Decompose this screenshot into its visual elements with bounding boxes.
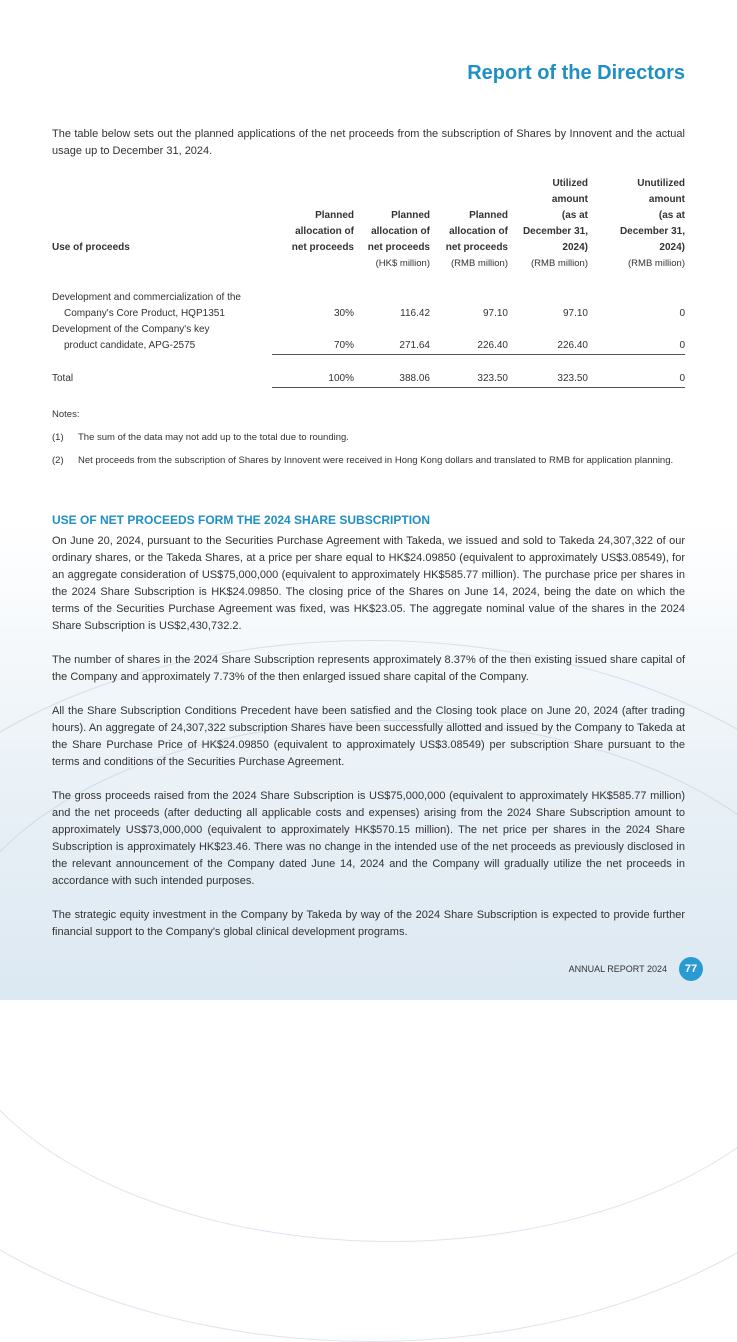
header-planned-pct: Planned allocation of net proceeds xyxy=(291,210,354,253)
cell-unutilized: 0 xyxy=(588,322,685,354)
total-hkd: 388.06 xyxy=(354,371,430,388)
body-paragraph: The strategic equity investment in the Company by Takeda by way of the 2024 Share Subscription is expected to provide further financial support to the Company's global clinical development programs. xyxy=(52,909,685,938)
total-pct: 100% xyxy=(272,371,354,388)
note-number: (1) xyxy=(52,432,64,443)
total-rmb: 323.50 xyxy=(430,371,508,388)
cell-utilized: 97.10 xyxy=(562,308,588,319)
header-unutilized: Unutilized amount (as at December 31, 2024) xyxy=(619,178,685,253)
section-body xyxy=(52,533,685,958)
footer-label: ANNUAL REPORT 2024 xyxy=(568,964,667,974)
page-number-badge: 77 xyxy=(679,957,703,981)
note-item xyxy=(52,430,685,445)
unit-rmb: (RMB million) xyxy=(628,258,685,269)
unit-rmb: (RMB million) xyxy=(531,258,588,269)
table-row xyxy=(52,290,685,322)
notes-section xyxy=(52,407,685,468)
cell-unutilized: 0 xyxy=(679,308,685,319)
header-planned-hkd: Planned allocation of net proceeds xyxy=(367,210,430,253)
total-row xyxy=(52,371,685,388)
body-paragraph: The number of shares in the 2024 Share Subscription represents approximately 8.37% of the then existing issued share capital of the Company and approximately 7.73% of the then enlarged issued share capital of the Company. xyxy=(52,654,685,683)
intro-paragraph: The table below sets out the planned applications of the net proceeds from the subscription of Shares by Innovent and the actual usage up to December 31, 2024. xyxy=(52,128,685,157)
note-text: Net proceeds from the subscription of Shares by Innovent were received in Hong Kong dollars and translated to RMB for application planning. xyxy=(78,455,674,466)
page-title: Report of the Directors xyxy=(467,62,685,84)
cell-hkd: 271.64 xyxy=(354,322,430,354)
cell-pct: 70% xyxy=(272,322,354,354)
proceeds-table xyxy=(52,176,685,388)
body-paragraph: On June 20, 2024, pursuant to the Securities Purchase Agreement with Takeda, we issued and sold to Takeda 24,307,322 of our ordinary shares, or the Takeda Shares, at a price per share equal to HK$24.09850 (equivalent to approximately US$3.08549), for an aggregate consideration of US$75,000,000 (equivalent to approximately HK$585.77 million). The purchase price per shares in the 2024 Share Subscription is HK$24.09850. The closing price of the Shares on June 14, 2024, being the date on which the terms of the Securities Purchase Agreement was fixed, was HK$23.05. The aggregate nominal value of the shares in the 2024 Share Subscription is US$2,430,732.2. xyxy=(52,535,685,632)
row-label: Development of the Company's key product candidate, APG-2575 xyxy=(52,324,210,351)
table-row xyxy=(52,322,685,354)
header-utilized: Utilized amount (as at December 31, 2024) xyxy=(522,178,588,253)
cell-hkd: 116.42 xyxy=(400,308,430,319)
section-heading: USE OF NET PROCEEDS FORM THE 2024 SHARE SUBSCRIPTION xyxy=(52,513,431,527)
notes-title: Notes: xyxy=(52,409,80,420)
note-item xyxy=(52,453,685,468)
body-paragraph: The gross proceeds raised from the 2024 Share Subscription is US$75,000,000 (equivalent to approximately HK$585.77 million) and the net proceeds (after deducting all applicable costs and expenses) arising from the 2024 Share Subscription amount to approximately US$73,000,000 (equivalent to approximately HK$570.15 million). The net price per shares in the 2024 Share Subscription is approximately HK$23.46. There was no change in the intended use of the net proceeds as previously disclosed in the relevant announcement of the Company dated June 14, 2024 and the Company will gradually utilize the net proceeds in accordance with such intended purposes. xyxy=(52,790,685,887)
total-unutilized: 0 xyxy=(588,371,685,388)
unit-rmb: (RMB million) xyxy=(451,258,508,269)
note-text: The sum of the data may not add up to the total due to rounding. xyxy=(78,432,349,443)
cell-rmb: 226.40 xyxy=(430,322,508,354)
units-row xyxy=(52,256,685,272)
cell-rmb: 97.10 xyxy=(482,308,508,319)
body-paragraph: All the Share Subscription Conditions Precedent have been satisfied and the Closing took place on June 20, 2024 (after trading hours). An aggregate of 24,307,322 subscription Shares have been successfully allotted and issued by the Company to Takeda at the Share Purchase Price of HK$24.09850 (equivalent to approximately US$3.08549) per subscription Share pursuant to the terms and conditions of the Securities Purchase Agreement. xyxy=(52,705,685,768)
table-header-row xyxy=(52,176,685,256)
unit-hkd: (HK$ million) xyxy=(375,258,430,269)
header-use-of-proceeds: Use of proceeds xyxy=(52,242,130,253)
row-label: Development and commercialization of the Company's Core Product, HQP1351 xyxy=(52,292,241,319)
note-number: (2) xyxy=(52,455,64,466)
total-utilized: 323.50 xyxy=(508,371,588,388)
cell-pct: 30% xyxy=(333,308,354,319)
header-planned-rmb: Planned allocation of net proceeds xyxy=(445,210,508,253)
cell-utilized: 226.40 xyxy=(508,322,588,354)
total-label: Total xyxy=(52,373,74,384)
